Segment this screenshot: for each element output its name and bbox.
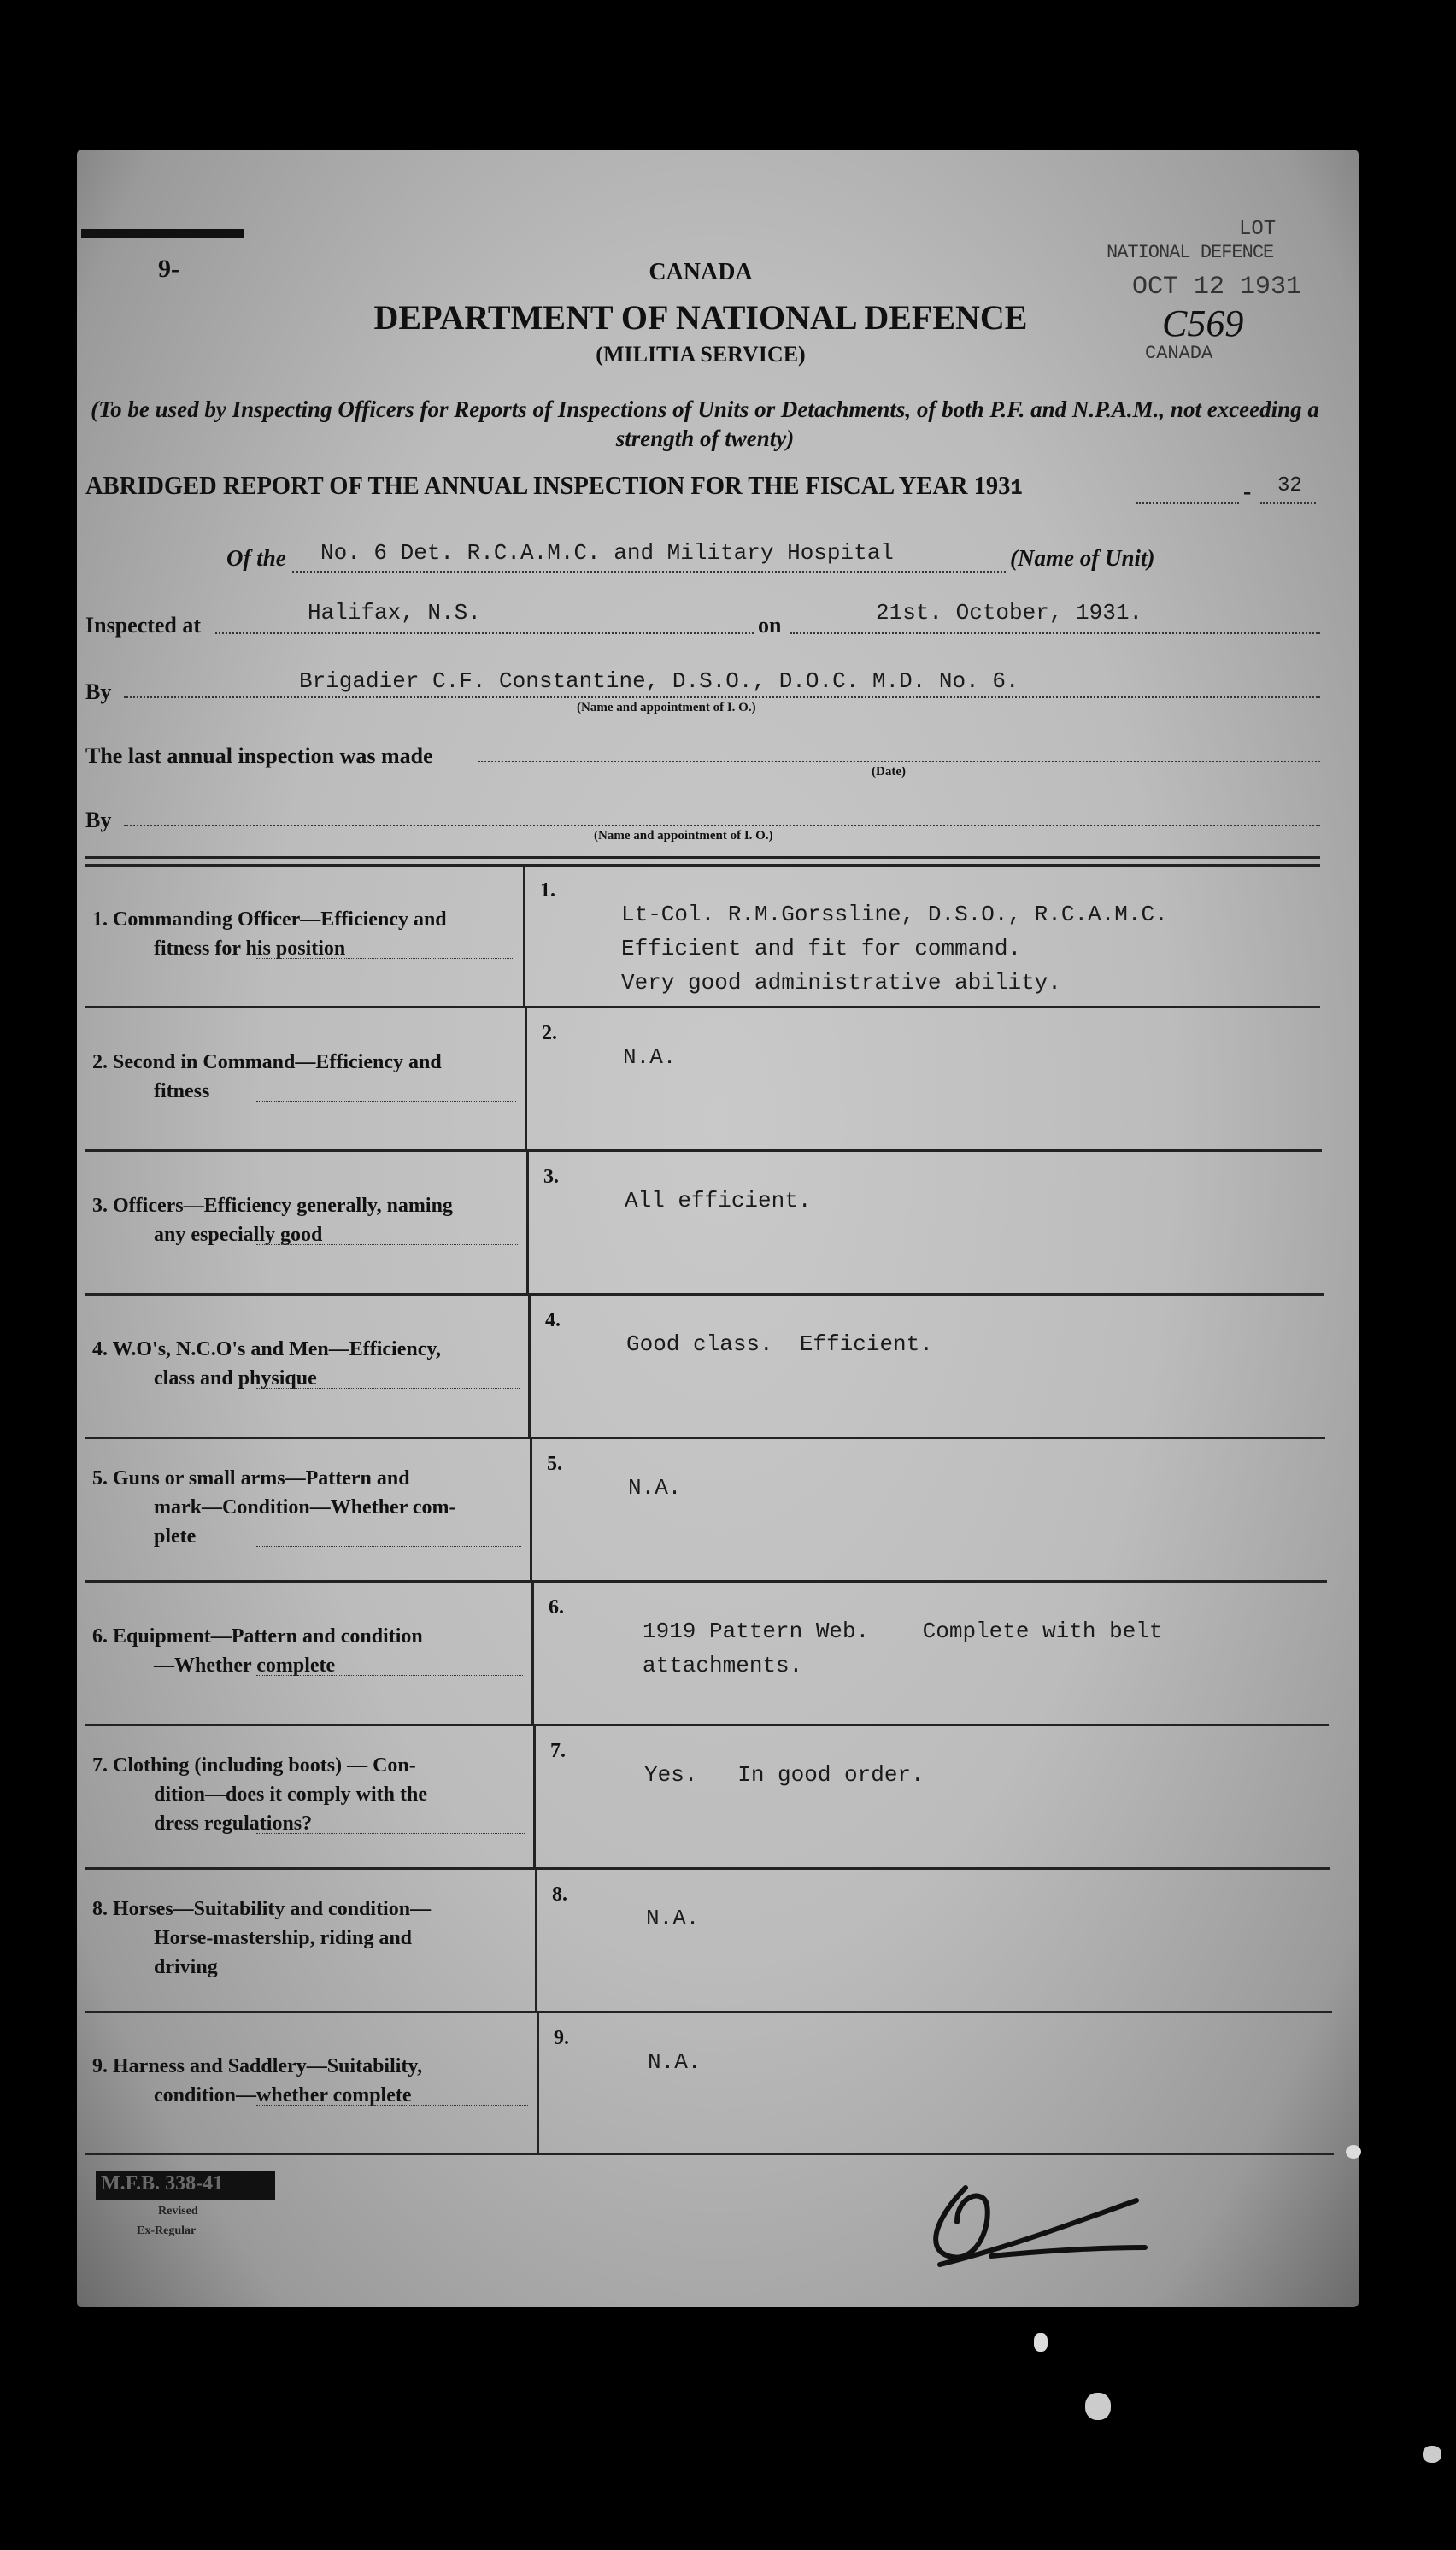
row-bottom-rule (85, 1006, 1320, 1008)
signature (906, 2162, 1162, 2282)
last-inspection-label: The last annual inspection was made (85, 743, 433, 768)
last-inspection-line (478, 761, 1320, 762)
report-year-suffix: 1 (1010, 475, 1023, 501)
header-instructions: (To be used by Inspecting Officers for Reports of Inspections of Units or Detachments, of both P.F. and N.P.A.M., not exceeding a strength of twenty) (91, 397, 1319, 451)
table-top-rule-2 (85, 864, 1320, 867)
place-line (215, 632, 754, 634)
row-label-dots (256, 1833, 525, 1834)
unit-line (292, 571, 1006, 573)
row-bottom-rule (85, 2011, 1332, 2013)
stamp-date: OCT 12 1931 (1132, 273, 1302, 302)
row-divider (537, 2013, 539, 2155)
row-label-line: driving (154, 1956, 218, 1978)
by-label: By (85, 679, 112, 704)
row-label-line: dition—does it comply with the (154, 1783, 428, 1806)
row-label-dots (256, 1244, 518, 1245)
row-number: 3. (543, 1166, 559, 1188)
row-label-line: mark—Condition—Whether com- (154, 1496, 456, 1519)
row-label-dots (256, 958, 514, 959)
row-divider (528, 1296, 531, 1439)
speck (1085, 2393, 1111, 2420)
row-answer-line: Good class. Efficient. (626, 1331, 933, 1357)
row-label-line: 2. Second in Command—Efficiency and (92, 1051, 442, 1073)
row-number: 2. (542, 1022, 557, 1044)
of-the-label: Of the (226, 545, 286, 571)
row-number: 1. (540, 879, 555, 902)
header-service: (MILITIA SERVICE) (596, 342, 806, 367)
row-label-line: 1. Commanding Officer—Efficiency and (92, 908, 447, 931)
footer-sub2: Ex-Regular (137, 2224, 197, 2237)
row-label-line: 3. Officers—Efficiency generally, naming (92, 1195, 453, 1217)
row-label-dots (256, 1388, 520, 1389)
inspector-line (124, 696, 1320, 698)
row-answer-line: Efficient and fit for command. (621, 936, 1022, 961)
by2-label: By (85, 808, 112, 832)
table-top-rule-1 (85, 856, 1320, 859)
form-code-strike (81, 229, 244, 238)
row-bottom-rule (85, 1724, 1329, 1726)
row-label-line: condition—whether complete (154, 2084, 412, 2106)
inspector-name: Brigadier C.F. Constantine, D.S.O., D.O.C. M.D. No. 6. (299, 668, 1019, 694)
report-year-end: 32 (1277, 474, 1302, 497)
row-divider (535, 1870, 537, 2013)
row-answer-line: N.A. (648, 2049, 702, 2075)
row-bottom-rule (85, 1437, 1325, 1439)
row-bottom-rule (85, 1149, 1322, 1152)
row-bottom-rule (85, 1293, 1324, 1296)
row-label-dots (256, 2105, 528, 2106)
row-number: 7. (550, 1740, 566, 1762)
row-label-line: fitness (154, 1080, 210, 1102)
row-answer-line: Very good administrative ability. (621, 970, 1061, 996)
header-country: CANADA (649, 259, 753, 285)
row-number: 8. (552, 1883, 567, 1906)
row-label-line: 7. Clothing (including boots) — Con- (92, 1754, 416, 1777)
stamp-line4: CANADA (1145, 343, 1213, 364)
row-label-line: 9. Harness and Saddlery—Suitability, (92, 2055, 423, 2077)
row-number: 9. (554, 2027, 569, 2049)
row-number: 6. (549, 1596, 564, 1619)
row-number: 4. (545, 1309, 561, 1331)
row-number: 5. (547, 1453, 562, 1475)
row-label-line: 6. Equipment—Pattern and condition (92, 1625, 423, 1648)
inspection-date: 21st. October, 1931. (876, 600, 1143, 626)
row-divider (525, 1008, 527, 1152)
row-answer-line: All efficient. (625, 1188, 812, 1213)
row-answer-line: N.A. (623, 1044, 677, 1070)
row-divider (531, 1583, 534, 1726)
row-label-line: class and physique (154, 1367, 317, 1390)
date-line (790, 632, 1320, 634)
row-divider (526, 1152, 529, 1296)
row-divider (523, 866, 525, 1008)
inspector-caption: (Name and appointment of I. O.) (577, 701, 756, 714)
row-bottom-rule (85, 1867, 1330, 1870)
unit-caption: (Name of Unit) (1010, 545, 1155, 571)
report-title-text: ABRIDGED REPORT OF THE ANNUAL INSPECTION FOR THE FISCAL YEAR 193 (85, 470, 1011, 500)
report-title (85, 470, 1023, 501)
stamp-line1: LOT (1239, 218, 1277, 241)
row-bottom-rule (85, 2153, 1334, 2155)
row-divider (533, 1726, 536, 1870)
row-label-line: plete (154, 1525, 197, 1548)
row-label-dots (256, 1101, 516, 1102)
unit-name: No. 6 Det. R.C.A.M.C. and Military Hospital (320, 540, 894, 566)
row-label-line: 5. Guns or small arms—Pattern and (92, 1467, 410, 1489)
by2-caption: (Name and appointment of I. O.) (594, 829, 773, 843)
row-answer-line: attachments. (643, 1653, 803, 1678)
inspection-place: Halifax, N.S. (308, 600, 481, 626)
row-label-line: 4. W.O's, N.C.O's and Men—Efficiency, (92, 1338, 442, 1360)
row-label-dots (256, 1546, 521, 1547)
row-label-line: any especially good (154, 1224, 323, 1246)
row-answer-line: Lt-Col. R.M.Gorssline, D.S.O., R.C.A.M.C. (621, 902, 1168, 927)
row-answer-line: 1919 Pattern Web. Complete with belt (643, 1619, 1163, 1644)
stamp-number: C569 (1162, 303, 1244, 344)
footer-sub1: Revised (158, 2205, 198, 2218)
year-end-line (1260, 502, 1316, 504)
speck (1034, 2333, 1048, 2352)
inspected-at-label: Inspected at (85, 613, 202, 638)
on-label: on (758, 613, 782, 638)
row-label-line: Horse-mastership, riding and (154, 1927, 413, 1949)
row-bottom-rule (85, 1580, 1327, 1583)
row-label-dots (256, 1675, 523, 1676)
row-divider (530, 1439, 532, 1583)
row-label-line: 8. Horses—Suitability and condition— (92, 1898, 432, 1920)
year-dash: - (1243, 479, 1252, 505)
footer-form-number: M.F.B. 338-41 (101, 2172, 224, 2195)
speck (1423, 2446, 1441, 2463)
row-label-line: dress regulations? (154, 1813, 313, 1835)
last-inspection-caption: (Date) (872, 765, 906, 779)
row-answer-line: Yes. In good order. (644, 1762, 925, 1788)
form-code: 9- (158, 255, 179, 283)
year-start-line (1136, 502, 1239, 504)
header-department: DEPARTMENT OF NATIONAL DEFENCE (373, 298, 1028, 337)
speck (1346, 2145, 1361, 2159)
row-answer-line: N.A. (646, 1906, 700, 1931)
stamp-line2: NATIONAL DEFENCE (1107, 242, 1274, 263)
row-answer-line: N.A. (628, 1475, 682, 1501)
by2-line (124, 825, 1320, 826)
row-label-line: —Whether complete (154, 1654, 336, 1677)
row-label-line: fitness for his position (154, 937, 346, 960)
